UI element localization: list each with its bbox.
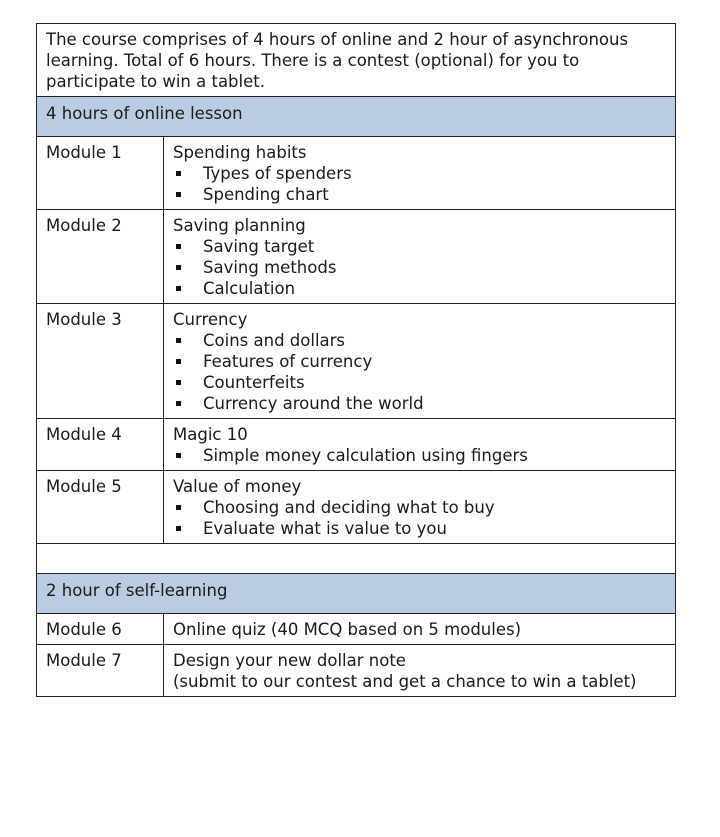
module-subtopics-list bbox=[173, 330, 666, 414]
module-subtopic: Choosing and deciding what to buy bbox=[173, 497, 666, 518]
module-content bbox=[164, 210, 676, 304]
module-row bbox=[37, 614, 676, 645]
module-content bbox=[164, 137, 676, 210]
module-subtopics-list bbox=[173, 497, 666, 539]
module-content bbox=[164, 471, 676, 544]
module-subtopic: Saving methods bbox=[173, 257, 666, 278]
module-subtopic: Coins and dollars bbox=[173, 330, 666, 351]
module-subtopic: Features of currency bbox=[173, 351, 666, 372]
module-subtopic: Saving target bbox=[173, 236, 666, 257]
empty-cell bbox=[37, 544, 676, 574]
course-intro: The course comprises of 4 hours of online and 2 hour of asynchronous learning. Total of 6 hours. There is a contest (optional) for you to participate to win a tablet. bbox=[37, 24, 676, 97]
module-subtopics-list bbox=[173, 163, 666, 205]
module-subtopic: Counterfeits bbox=[173, 372, 666, 393]
module-name: Module 7 bbox=[37, 645, 164, 697]
module-topic: Online quiz (40 MCQ based on 5 modules) bbox=[173, 620, 522, 639]
module-name: Module 4 bbox=[37, 419, 164, 471]
course-outline-table bbox=[36, 23, 676, 697]
module-name: Module 2 bbox=[37, 210, 164, 304]
module-subtopic: Spending chart bbox=[173, 184, 666, 205]
module-topic: Spending habits bbox=[173, 143, 307, 162]
module-topic: Design your new dollar note bbox=[173, 651, 406, 670]
module-topic: Currency bbox=[173, 310, 248, 329]
module-row bbox=[37, 645, 676, 697]
online-lesson-section-title: 4 hours of online lesson bbox=[37, 97, 676, 137]
module-content bbox=[164, 419, 676, 471]
module-subtopics-list bbox=[173, 445, 666, 466]
module-name: Module 1 bbox=[37, 137, 164, 210]
module-subtopic: Evaluate what is value to you bbox=[173, 518, 666, 539]
module-row bbox=[37, 304, 676, 419]
module-row bbox=[37, 210, 676, 304]
module-note: (submit to our contest and get a chance to win a tablet) bbox=[173, 672, 637, 691]
online-lesson-section-header-row bbox=[37, 97, 676, 137]
module-subtopic: Simple money calculation using fingers bbox=[173, 445, 666, 466]
self-learning-section-title: 2 hour of self-learning bbox=[37, 574, 676, 614]
module-subtopic: Calculation bbox=[173, 278, 666, 299]
module-content bbox=[164, 304, 676, 419]
module-content bbox=[164, 645, 676, 697]
module-name: Module 5 bbox=[37, 471, 164, 544]
module-topic: Saving planning bbox=[173, 216, 306, 235]
module-topic: Value of money bbox=[173, 477, 302, 496]
module-subtopics-list bbox=[173, 236, 666, 299]
module-row bbox=[37, 471, 676, 544]
module-name: Module 3 bbox=[37, 304, 164, 419]
module-row bbox=[37, 419, 676, 471]
module-subtopic: Currency around the world bbox=[173, 393, 666, 414]
course-outline-body bbox=[37, 24, 676, 697]
module-name: Module 6 bbox=[37, 614, 164, 645]
module-row bbox=[37, 137, 676, 210]
self-learning-section-header-row bbox=[37, 574, 676, 614]
module-topic: Magic 10 bbox=[173, 425, 248, 444]
module-subtopic: Types of spenders bbox=[173, 163, 666, 184]
spacer-row bbox=[37, 544, 676, 574]
module-content bbox=[164, 614, 676, 645]
intro-row bbox=[37, 24, 676, 97]
